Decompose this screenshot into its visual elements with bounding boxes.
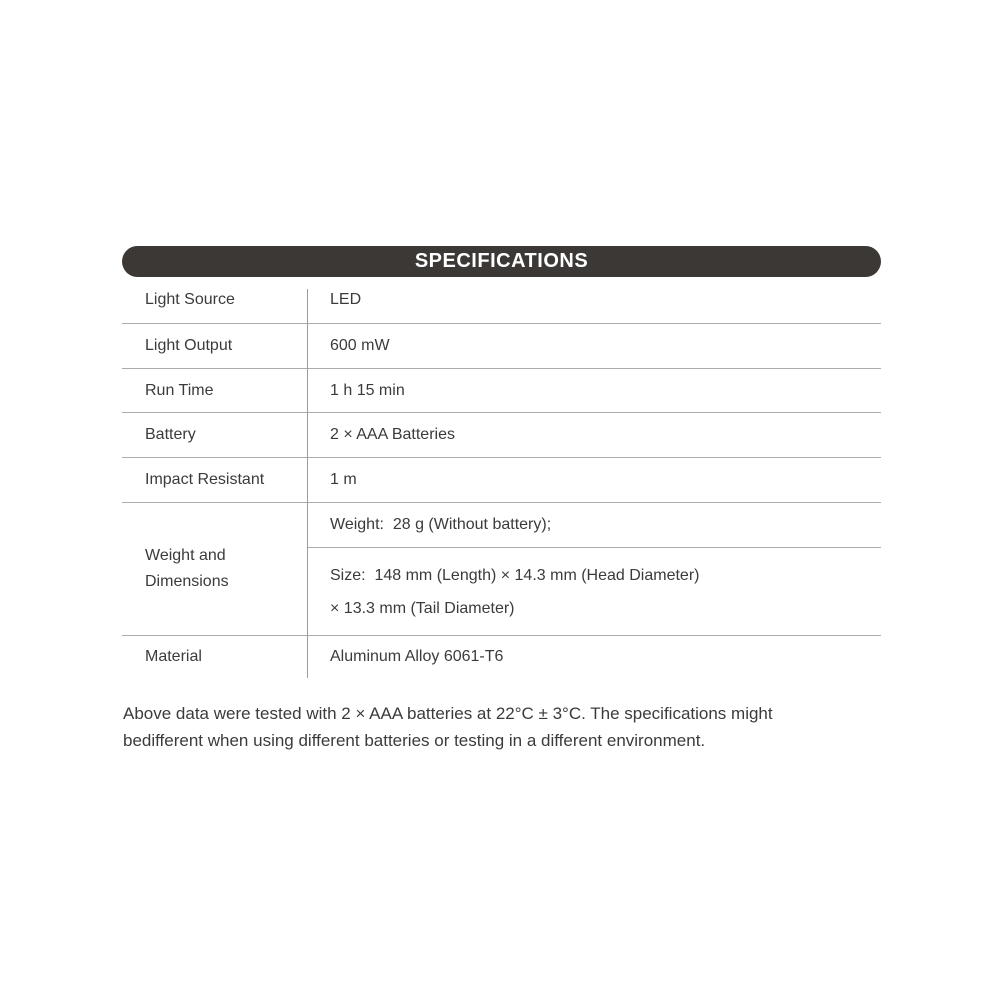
spec-label bbox=[122, 503, 307, 635]
spec-label: Run Time bbox=[145, 381, 214, 399]
footnote bbox=[122, 700, 881, 754]
spec-label: Light Output bbox=[145, 337, 233, 354]
spec-value: 2 × AAA Batteries bbox=[330, 426, 455, 443]
footnote-line: bedifferent when using different batteries or testing in a different environment. bbox=[123, 731, 706, 750]
spec-label: Light Source bbox=[145, 291, 235, 308]
specifications-title: SPECIFICATIONS bbox=[414, 250, 589, 272]
table-row-light-source bbox=[122, 277, 881, 324]
footnote-line: Above data were tested with 2 × AAA batteries at 22°C ± 3°C. The specifications might bbox=[123, 704, 773, 723]
column-divider bbox=[307, 289, 308, 678]
spec-label-line: Dimensions bbox=[145, 573, 229, 590]
specifications-header-bar bbox=[122, 246, 881, 277]
spec-value: Aluminum Alloy 6061-T6 bbox=[330, 648, 504, 665]
weight-dimensions-values bbox=[307, 503, 881, 635]
size-value-line: Size: 148 mm (Length) × 14.3 mm (Head Diameter) bbox=[330, 567, 700, 584]
spec-label: Battery bbox=[145, 426, 196, 443]
spec-value: 1 m bbox=[330, 471, 357, 488]
spec-label: Impact Resistant bbox=[145, 471, 265, 488]
size-value bbox=[307, 548, 881, 635]
weight-value: Weight: 28 g (Without battery); bbox=[307, 503, 881, 548]
spec-label-line: Weight and bbox=[145, 547, 226, 564]
table-row-impact-resistant bbox=[122, 458, 881, 503]
specifications-table bbox=[122, 277, 881, 678]
table-row-material bbox=[122, 636, 881, 678]
spec-label: Material bbox=[145, 648, 202, 665]
table-row-battery bbox=[122, 413, 881, 458]
table-row-light-output bbox=[122, 324, 881, 369]
table-row-run-time bbox=[122, 369, 881, 413]
table-row-weight-dimensions bbox=[122, 503, 881, 636]
spec-value: 1 h 15 min bbox=[330, 381, 405, 399]
size-value-line: × 13.3 mm (Tail Diameter) bbox=[330, 600, 515, 617]
spec-value: 600 mW bbox=[330, 337, 390, 354]
spec-sheet bbox=[122, 246, 881, 754]
spec-value: LED bbox=[330, 291, 362, 308]
